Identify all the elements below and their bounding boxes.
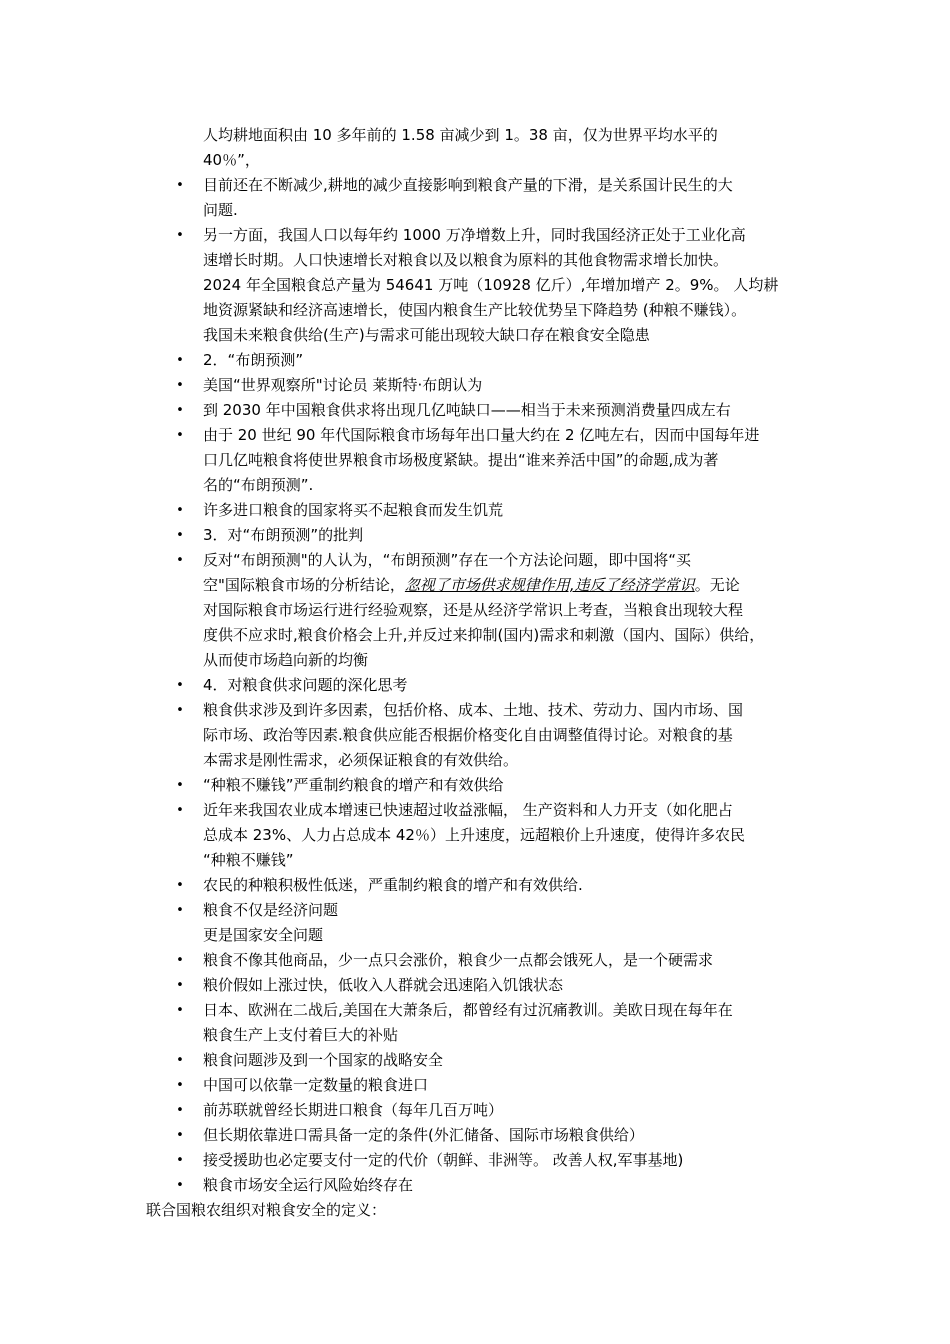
bullet-icon: • [176,528,184,543]
text-line: 近年来我国农业成本增速已快速超过收益涨幅， 生产资料和人力开支（如化肥占 [203,801,733,819]
text-line: 但长期依靠进口需具备一定的条件(外汇储备、国际市场粮食供给） [203,1126,644,1144]
text-line: 粮食生产上支付着巨大的补贴 [203,1026,399,1044]
text-line: 从而使市场趋向新的均衡 [203,651,369,669]
text-span: 。无论 [694,576,740,594]
text-line: 我国未来粮食供给(生产)与需求可能出现较大缺口存在粮食安全隐患 [203,326,650,344]
section-heading: 4．对粮食供求问题的深化思考 [203,676,408,694]
bullet-icon: • [176,228,184,243]
bullet-icon: • [176,678,184,693]
bullet-icon: • [176,428,184,443]
text-line: 名的“布朗预测”. [203,476,314,494]
text-line: 反对“布朗预测"的人认为，“布朗预测”存在一个方法论问题，即中国将“买 [203,551,691,569]
bullet-icon: • [176,778,184,793]
text-line: 度供不应求时,粮食价格会上升,并反过来抑制(国内)需求和刺激（国内、国际）供给， [203,626,765,644]
bullet-icon: • [176,1153,184,1168]
text-line: “种粮不赚钱”严重制约粮食的增产和有效供给 [203,776,504,794]
bullet-icon: • [176,703,184,718]
text-line: 美国“世界观察所"讨论员 莱斯特·布朗认为 [203,376,483,394]
section-heading: 2．“布朗预测” [203,351,304,369]
text-line: 粮食市场安全运行风险始终存在 [203,1176,414,1194]
text-line: 另一方面，我国人口以每年约 1000 万净增数上升，同时我国经济正处于工业化高 [203,226,746,244]
text-line: 速增长时期。人口快速增长对粮食以及以粮食为原料的其他食物需求增长加快。 [203,251,729,269]
bullet-icon: • [176,403,184,418]
bullet-icon: • [176,1053,184,1068]
bullet-icon: • [176,903,184,918]
text-line: 本需求是刚性需求，必须保证粮食的有效供给。 [203,751,519,769]
text-line: 更是国家安全问题 [203,926,324,944]
text-line: 到 2030 年中国粮食供求将出现几亿吨缺口——相当于未来预测消费量四成左右 [203,401,731,419]
text-line: 日本、欧洲在二战后,美国在大萧条后，都曾经有过沉痛教训。美欧日现在每年在 [203,1001,733,1019]
bullet-icon: • [176,503,184,518]
text-line: 人均耕地面积由 10 多年前的 1.58 亩减少到 1。38 亩，仅为世界平均水平的 [203,126,718,144]
text-line: 际市场、政治等因素.粮食供应能否根据价格变化自由调整值得讨论。对粮食的基 [203,726,733,744]
bullet-icon: • [176,878,184,893]
bullet-icon: • [176,178,184,193]
text-line: 由于 20 世纪 90 年代国际粮食市场每年出口量大约在 2 亿吨左右，因而中国每年进 [203,426,760,444]
text-line: 总成本 23%、人力占总成本 42％）上升速度，远超粮价上升速度，使得许多农民 [203,826,745,844]
text-span: 空"国际粮食市场的分析结论， [203,576,405,594]
text-line: 粮食不像其他商品，少一点只会涨价，粮食少一点都会饿死人，是一个硬需求 [203,951,714,969]
text-line: 2024 年全国粮食总产量为 54641 万吨（10928 亿斤）,年增加增产 2。9%。 人均耕 [203,276,779,294]
text-line: 口几亿吨粮食将使世界粮食市场极度紧缺。提出“谁来养活中国”的命题,成为著 [203,451,719,469]
text-line: 中国可以依靠一定数量的粮食进口 [203,1076,429,1094]
bullet-icon: • [176,803,184,818]
text-line: 粮食问题涉及到一个国家的战略安全 [203,1051,444,1069]
text-line-mixed [203,573,740,598]
bullet-icon: • [176,553,184,568]
text-line: 40％”， [203,151,260,169]
bullet-icon: • [176,953,184,968]
text-line: 地资源紧缺和经济高速增长，使国内粮食生产比较优势呈下降趋势 (种粮不赚钱）。 [203,301,747,319]
section-heading: 3．对“布朗预测”的批判 [203,526,364,544]
emphasized-text: 忽视了市场供求规律作用,违反了经济学常识 [404,576,695,594]
text-line: 农民的种粮积极性低迷，严重制约粮食的增产和有效供给. [203,876,583,894]
text-line: 接受援助也必定要支付一定的代价（朝鲜、非洲等。 改善人权,军事基地) [203,1151,684,1169]
closing-paragraph: 联合国粮农组织对粮食安全的定义： [146,1201,387,1219]
text-line: 粮价假如上涨过快，低收入人群就会迅速陷入饥饿状态 [203,976,564,994]
text-line: 粮食不仅是经济问题 [203,901,339,919]
text-line: 许多进口粮食的国家将买不起粮食而发生饥荒 [203,501,504,519]
text-line: 粮食供求涉及到许多因素，包括价格、成本、土地、技术、劳动力、国内市场、国 [203,701,744,719]
bullet-icon: • [176,1178,184,1193]
bullet-icon: • [176,378,184,393]
bullet-icon: • [176,1003,184,1018]
bullet-icon: • [176,1078,184,1093]
text-line: 前苏联就曾经长期进口粮食（每年几百万吨） [203,1101,504,1119]
text-line: 问题. [203,201,238,219]
bullet-icon: • [176,1128,184,1143]
bullet-icon: • [176,978,184,993]
text-line: 目前还在不断减少,耕地的减少直接影响到粮食产量的下滑，是关系国计民生的大 [203,176,733,194]
text-line: 对国际粮食市场运行进行经验观察，还是从经济学常识上考查，当粮食出现较大程 [203,601,744,619]
bullet-icon: • [176,353,184,368]
bullet-icon: • [176,1103,184,1118]
text-line: “种粮不赚钱” [203,851,294,869]
